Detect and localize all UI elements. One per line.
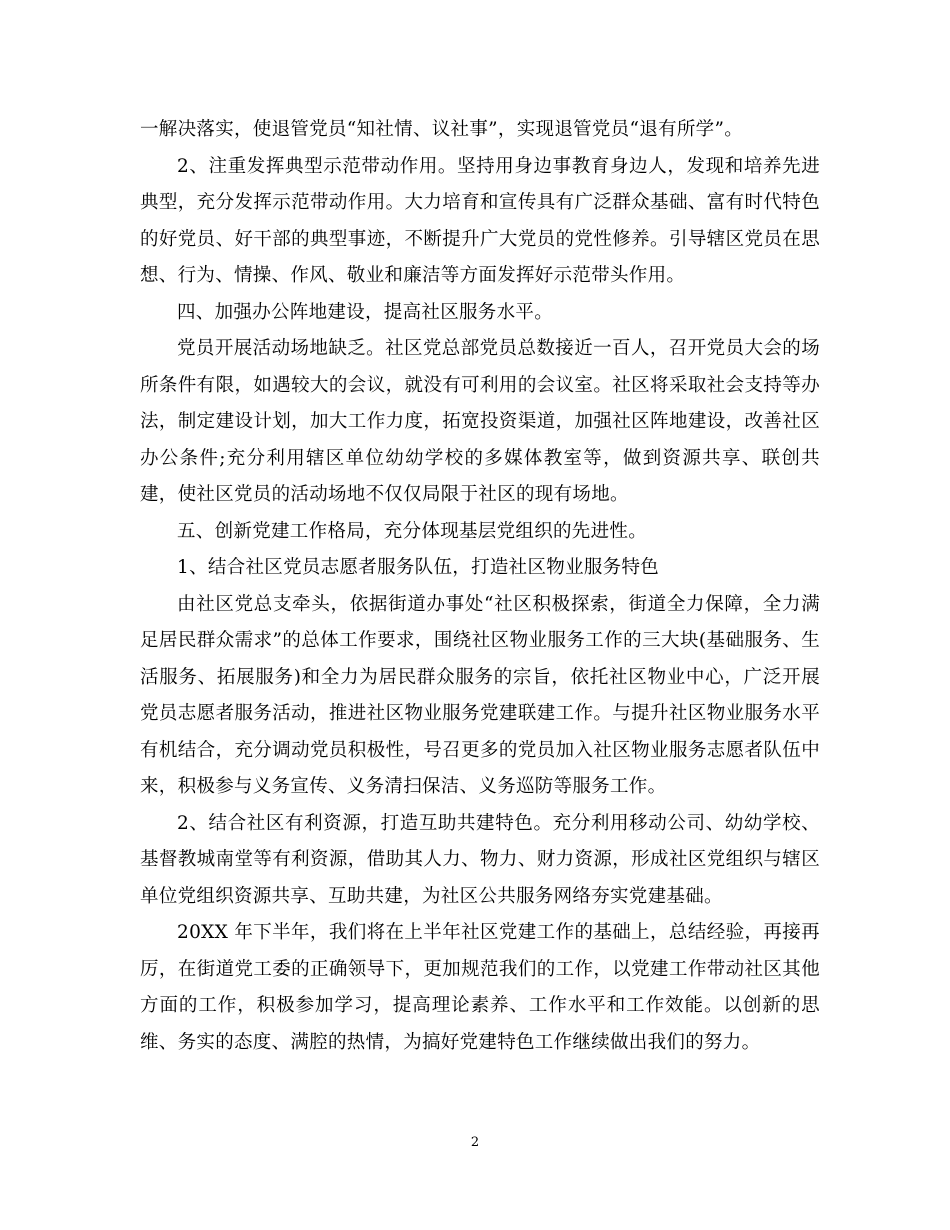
paragraph-continuation: 一解决落实，使退管党员“知社情、议社事”，实现退管党员“退有所学”。 — [140, 119, 744, 140]
paragraph-mutual-assistance: 2、结合社区有利资源，打造互助共建特色。充分利用移动公司、幼幼学校、基督教城南堂等有利资源，借助其人力、物力、财力资源，形成社区党组织与辖区单位党组织资源共享、互助共建，为社区公共服务网络夯实党建基础。 — [140, 812, 820, 907]
page-number: 2 — [470, 1135, 480, 1150]
paragraph-activity-venue: 党员开展活动场地缺乏。社区党总部党员总数接近一百人，召开党员大会的场所条件有限，如遇较大的会议，就没有可利用的会议室。社区将采取社会支持等办法，制定建设计划，加大工作力度，拓宽投资渠道，加强社区阵地建设，改善社区办公条件;充分利用辖区单位幼幼学校的多媒体教室等，做到资源共享、联创共建，使社区党员的活动场地不仅仅局限于社区的现有场地。 — [140, 338, 820, 505]
paragraph-typical-example: 2、注重发挥典型示范带动作用。坚持用身边事教育身边人，发现和培养先进典型，充分发挥示范带动作用。大力培育和宣传具有广泛群众基础、富有时代特色的好党员、好干部的典型事迹，不断提升广大党员的党性修养。引导辖区党员在思想、行为、情操、作风、敬业和廉洁等方面发挥好示范带头作用。 — [140, 155, 820, 286]
section-heading-office-base: 四、加强办公阵地建设，提高社区服务水平。 — [177, 301, 554, 323]
paragraph-property-service: 由社区党总支牵头，依据街道办事处“社区积极探索，街道全力保障，全力满足居民群众需求”的总体工作要求，围绕社区物业服务工作的三大块(基础服务、生活服务、拓展服务)和全力为居民群众服务的宗旨，依托社区物业中心，广泛开展党员志愿者服务活动，推进社区物业服务党建联建工作。与提升社区物业服务水平有机结合，充分调动党员积极性，号召更多的党员加入社区物业服务志愿者队伍中来，积极参与义务宣传、义务清扫保洁、义务巡防等服务工作。 — [140, 593, 820, 797]
subheading-volunteer-team: 1、结合社区党员志愿者服务队伍，打造社区物业服务特色 — [177, 557, 660, 578]
paragraph-second-half-plan: 20XX 年下半年，我们将在上半年社区党建工作的基础上，总结经验，再接再厉，在街道党工委的正确领导下，更加规范我们的工作，以党建工作带动社区其他方面的工作，积极参加学习，提高理论素养、工作水平和工作效能。以创新的思维、务实的态度、满腔的热情，为搞好党建特色工作继续做出我们的努力。 — [140, 922, 820, 1053]
section-heading-innovation: 五、创新党建工作格局，充分体现基层党组织的先进性。 — [177, 520, 648, 542]
document-body — [140, 112, 820, 1061]
